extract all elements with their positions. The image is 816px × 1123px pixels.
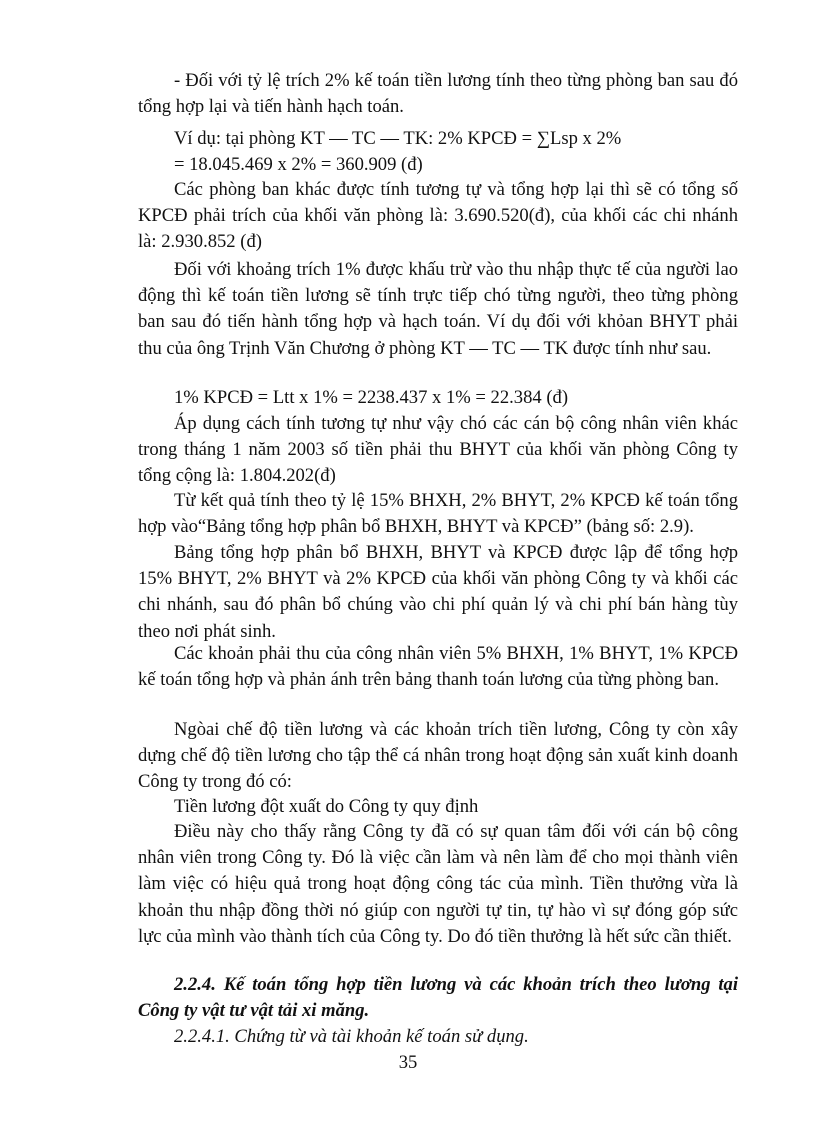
paragraph-2: Các phòng ban khác được tính tương tự và tổng hợp lại thì sẽ có tổng số KPCĐ phải trích của khối văn phòng là: 3.690.520(đ), của khối các chi nhánh là: 2.930.852 (đ) [138, 179, 738, 253]
page-number: 35 [398, 1052, 418, 1073]
paragraph-7: Các khoản phải thu của công nhân viên 5% BHXH, 1% BHYT, 1% KPCĐ kế toán tổng hợp và phản ánh trên bảng thanh toán lương của từng phòng ban. [138, 643, 738, 691]
section-heading: 2.2.4. Kế toán tổng hợp tiền lương và các khoản trích theo lương tại Công ty vật tư vật tải xi măng. [138, 974, 738, 1022]
formula-line: 1% KPCĐ = Ltt x 1% = 2238.437 x 1% = 22.384 (đ) [174, 387, 569, 408]
paragraph-4: Áp dụng cách tính tương tự như vậy chó các cán bộ công nhân viên khác trong tháng 1 năm 2003 số tiền phải thu BHYT của khối văn phòng Công ty tổng cộng là: 1.804.202(đ) [138, 413, 738, 487]
subsection-heading: 2.2.4.1. Chứng từ và tài khoản kế toán sử dụng. [174, 1026, 529, 1047]
paragraph-9: Điều này cho thấy rằng Công ty đã có sự quan tâm đối với cán bộ công nhân viên trong Công ty. Đó là việc cần làm và nên làm để cho mọi thành viên làm việc có hiệu quả trong hoạt động công tác của mình. Tiền thưởng vừa là khoản thu nhập đồng thời nó giúp con người tự tin, tự hào vì sự đóng góp sức lực của mình vào thành tích của Công ty. Do đó tiền thưởng là hết sức cần thiết. [138, 821, 738, 947]
calculation-line: = 18.045.469 x 2% = 360.909 (đ) [174, 154, 423, 175]
paragraph-8: Ngòai chế độ tiền lương và các khoản trích tiền lương, Công ty còn xây dựng chế độ tiền lương cho tập thể cá nhân trong hoạt động sản xuất kinh doanh Công ty trong đó có: [138, 719, 738, 793]
example-line: Ví dụ: tại phòng KT — TC — TK: 2% KPCĐ = ∑Lsp x 2% [174, 128, 622, 149]
paragraph-6: Bảng tổng hợp phân bổ BHXH, BHYT và KPCĐ được lập để tổng hợp 15% BHYT, 2% BHYT và 2% KPCĐ của khối văn phòng Công ty và khối các chi nhánh, sau đó phân bổ chúng vào chi phí quản lý và chi phí bán hàng tùy theo nơi phát sinh. [138, 542, 738, 642]
paragraph-3: Đối với khoảng trích 1% được khấu trừ vào thu nhập thực tế của người lao động thì kế toán tiền lương sẽ tính trực tiếp chó từng người, theo từng phòng ban sau đó tiến hành tổng hợp và hạch toán. Ví dụ đối với khỏan BHYT phải thu của ông Trịnh Văn Chương ở phòng KT — TC — TK được tính như sau. [138, 259, 738, 359]
paragraph-5: Từ kết quả tính theo tỷ lệ 15% BHXH, 2% BHYT, 2% KPCĐ kế toán tổng hợp vào“Bảng tổng hợp phân bổ BHXH, BHYT và KPCĐ” (bảng số: 2.9). [138, 490, 738, 538]
bonus-line: Tiền lương đột xuất do Công ty quy định [174, 796, 479, 817]
paragraph-1: - Đối với tỷ lệ trích 2% kế toán tiền lương tính theo từng phòng ban sau đó tổng hợp lại và tiến hành hạch toán. [138, 70, 738, 118]
